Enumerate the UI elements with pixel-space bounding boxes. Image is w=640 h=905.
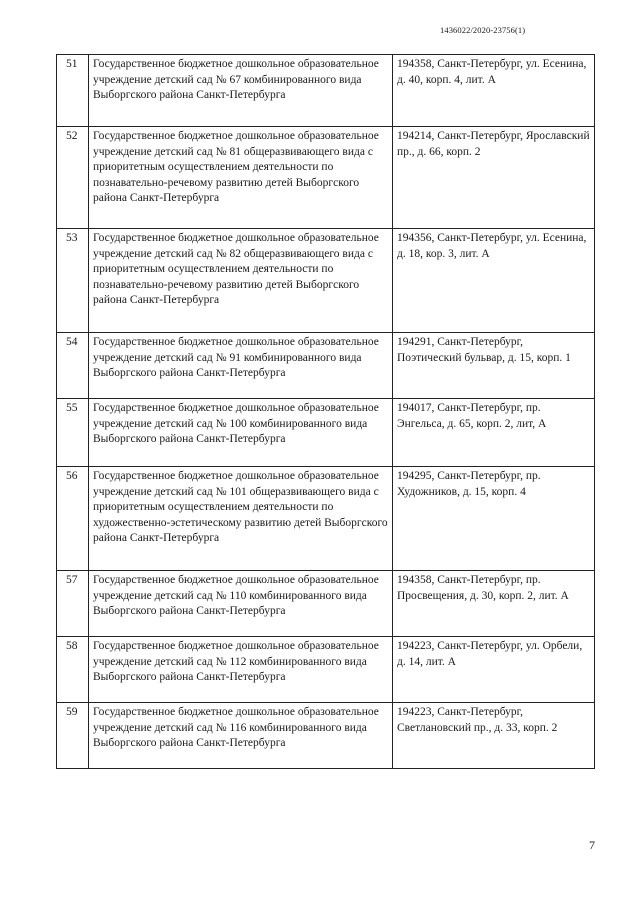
institution-name: Государственное бюджетное дошкольное образовательное учреждение детский сад № 112 комбинированного вида Выборгского района Санкт-Петербурга bbox=[89, 637, 393, 703]
row-number: 55 bbox=[57, 399, 89, 467]
table-row bbox=[57, 637, 595, 703]
row-number: 57 bbox=[57, 571, 89, 637]
institution-name: Государственное бюджетное дошкольное образовательное учреждение детский сад № 110 комбинированного вида Выборгского района Санкт-Петербурга bbox=[89, 571, 393, 637]
row-number: 53 bbox=[57, 229, 89, 333]
institution-address: 194356, Санкт-Петербург, ул. Есенина, д. 18, кор. 3, лит. А bbox=[393, 229, 595, 333]
institution-name: Государственное бюджетное дошкольное образовательное учреждение детский сад № 67 комбинированного вида Выборгского района Санкт-Петербурга bbox=[89, 55, 393, 127]
institution-name: Государственное бюджетное дошкольное образовательное учреждение детский сад № 101 общеразвивающего вида с приоритетным осуществлением деятельности по художественно-эстетическому развитию детей Выборгского района Санкт-Петербурга bbox=[89, 467, 393, 571]
institution-name: Государственное бюджетное дошкольное образовательное учреждение детский сад № 116 комбинированного вида Выборгского района Санкт-Петербурга bbox=[89, 703, 393, 769]
row-number: 56 bbox=[57, 467, 89, 571]
document-number: 1436022/2020-23756(1) bbox=[440, 25, 526, 35]
institution-address: 194223, Санкт-Петербург, ул. Орбели, д. 14, лит. А bbox=[393, 637, 595, 703]
table-row bbox=[57, 703, 595, 769]
institution-address: 194358, Санкт-Петербург, ул. Есенина, д. 40, корп. 4, лит. А bbox=[393, 55, 595, 127]
institution-name: Государственное бюджетное дошкольное образовательное учреждение детский сад № 81 общеразвивающего вида с приоритетным осуществлением деятельности по познавательно-речевому развитию детей Выборгского района Санкт-Петербурга bbox=[89, 127, 393, 229]
page-number: 7 bbox=[589, 838, 595, 852]
row-number: 52 bbox=[57, 127, 89, 229]
table-row bbox=[57, 55, 595, 127]
table-row bbox=[57, 399, 595, 467]
institution-name: Государственное бюджетное дошкольное образовательное учреждение детский сад № 91 комбинированного вида Выборгского района Санкт-Петербурга bbox=[89, 333, 393, 399]
row-number: 51 bbox=[57, 55, 89, 127]
institution-name: Государственное бюджетное дошкольное образовательное учреждение детский сад № 82 общеразвивающего вида с приоритетным осуществлением деятельности по познавательно-речевому развитию детей Выборгского района Санкт-Петербурга bbox=[89, 229, 393, 333]
institution-name: Государственное бюджетное дошкольное образовательное учреждение детский сад № 100 комбинированного вида Выборгского района Санкт-Петербурга bbox=[89, 399, 393, 467]
row-number: 59 bbox=[57, 703, 89, 769]
institution-address: 194017, Санкт-Петербург, пр. Энгельса, д. 65, корп. 2, лит, А bbox=[393, 399, 595, 467]
institution-address: 194291, Санкт-Петербург, Поэтический бульвар, д. 15, корп. 1 bbox=[393, 333, 595, 399]
institutions-table bbox=[56, 54, 595, 769]
institution-address: 194223, Санкт-Петербург, Светлановский пр., д. 33, корп. 2 bbox=[393, 703, 595, 769]
row-number: 54 bbox=[57, 333, 89, 399]
table-row bbox=[57, 571, 595, 637]
institution-address: 194358, Санкт-Петербург, пр. Просвещения, д. 30, корп. 2, лит. А bbox=[393, 571, 595, 637]
row-number: 58 bbox=[57, 637, 89, 703]
institution-address: 194295, Санкт-Петербург, пр. Художников, д. 15, корп. 4 bbox=[393, 467, 595, 571]
table-row bbox=[57, 467, 595, 571]
table-row bbox=[57, 229, 595, 333]
table-row bbox=[57, 333, 595, 399]
institution-address: 194214, Санкт-Петербург, Ярославский пр., д. 66, корп. 2 bbox=[393, 127, 595, 229]
table-row bbox=[57, 127, 595, 229]
